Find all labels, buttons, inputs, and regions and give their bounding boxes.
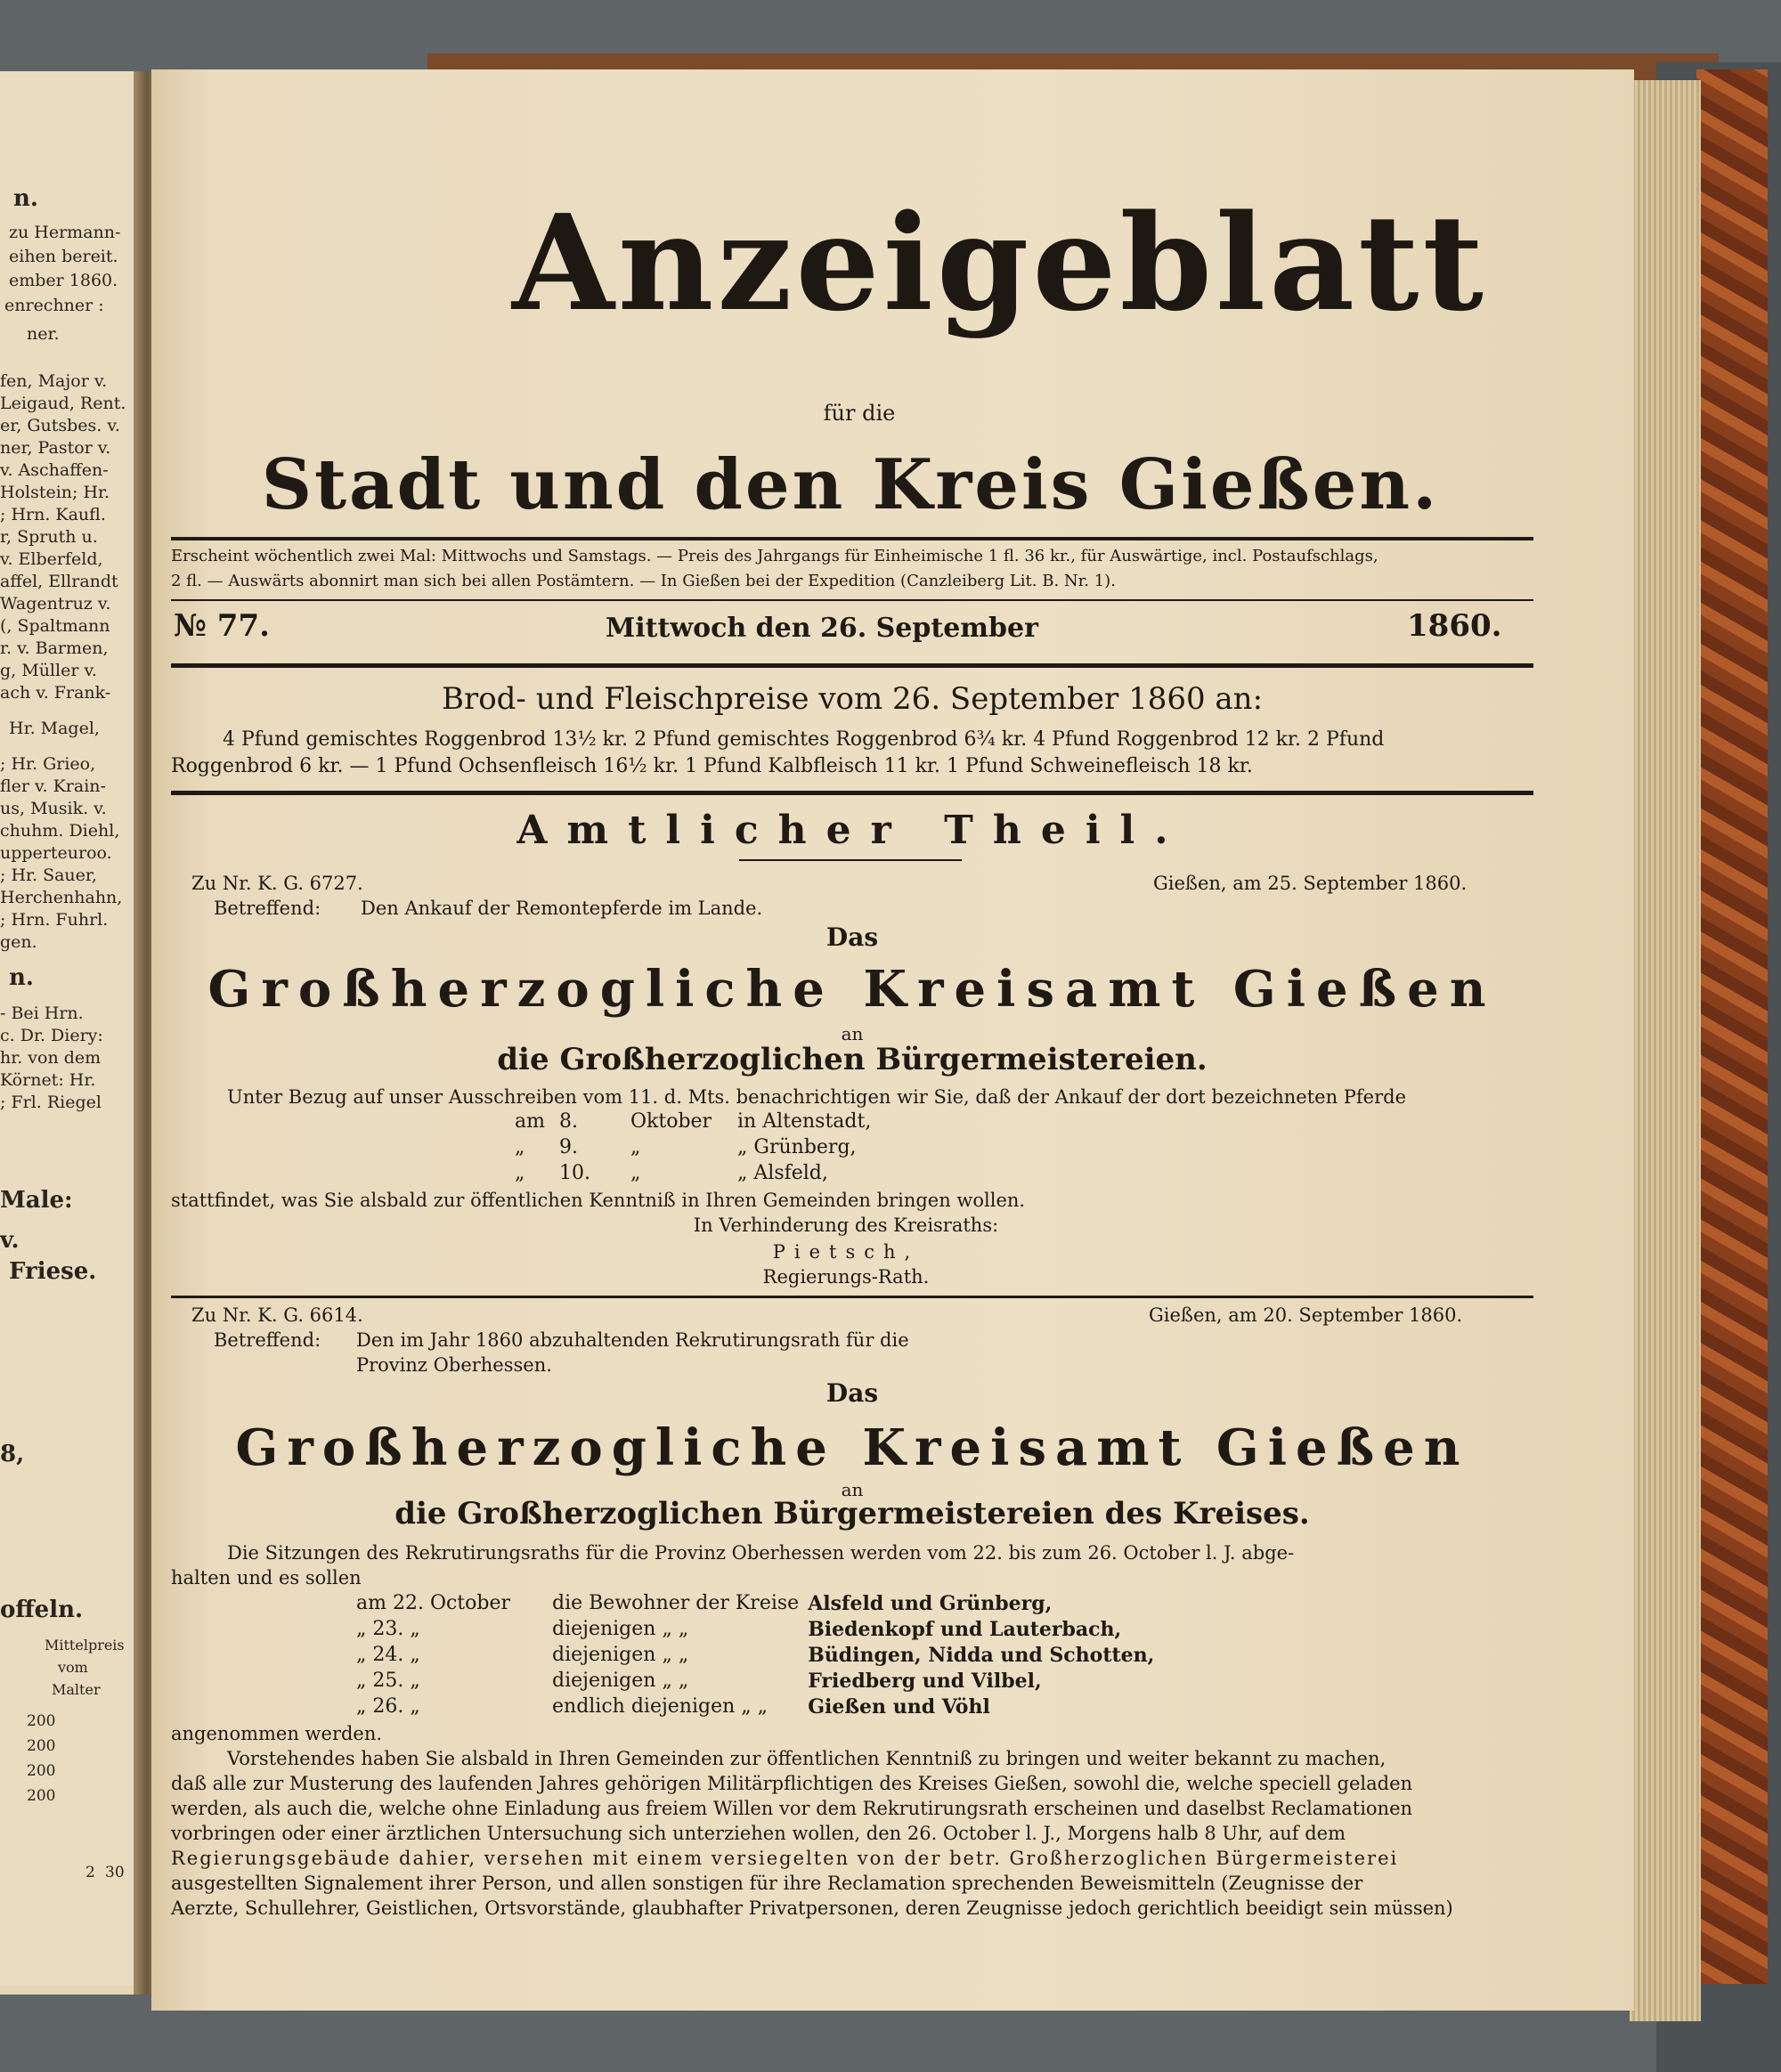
- schedule-row: [356, 1590, 1163, 1616]
- notice1-signature-intro: In Verhinderung des Kreisraths:: [693, 1215, 999, 1236]
- rule: [171, 599, 1533, 601]
- notice2-betreffend-2: Provinz Oberhessen.: [356, 1354, 552, 1376]
- schedule-day: „ 23. „: [356, 1618, 420, 1640]
- date-month: „: [630, 1162, 641, 1184]
- issue-date: Mittwoch den 26. September: [606, 613, 1038, 644]
- notice1-recipient: die Großherzoglichen Bürgermeistereien.: [497, 1042, 1208, 1077]
- left-fragment: 200: [27, 1737, 56, 1755]
- rule: [171, 537, 1533, 540]
- left-fragment: Körnet: Hr.: [0, 1070, 96, 1090]
- date-place: in Altenstadt,: [737, 1110, 872, 1133]
- notice2-intro-1: Die Sitzungen des Rekrutirungsraths für die Provinz Oberhessen werden vom 22. bis zum 26. October l. J. abge-: [227, 1542, 1295, 1564]
- left-fragment: v. Elberfeld,: [0, 549, 103, 569]
- date-row: [515, 1109, 880, 1134]
- rule: [171, 663, 1533, 668]
- notice1-signature: Pietsch,: [772, 1241, 920, 1263]
- date-month: „: [630, 1136, 641, 1158]
- left-fragment: Malter: [52, 1681, 101, 1698]
- schedule-day: am 22. October: [356, 1592, 511, 1614]
- left-fragment: upperteuroo.: [0, 843, 112, 863]
- notice2-das: Das: [825, 1378, 879, 1408]
- notice1-an: an: [841, 1023, 864, 1044]
- body-line: Vorstehendes haben Sie alsbald in Ihren Gemeinden zur öffentlichen Kenntniß zu bringen und weiter bekannt zu machen,: [227, 1748, 1387, 1769]
- left-fragment: zu Hermann-: [9, 223, 121, 242]
- left-fragment: g, Müller v.: [0, 661, 97, 680]
- notice2-ref: Zu Nr. K. G. 6614.: [191, 1304, 363, 1326]
- left-fragment: ach v. Frank-: [0, 683, 111, 703]
- schedule-places: Biedenkopf und Lauterbach,: [808, 1617, 1122, 1641]
- left-fragment: Hr. Magel,: [9, 719, 100, 738]
- left-fragment: offeln.: [0, 1597, 84, 1623]
- notice2-authority: Großherzogliche Kreisamt Gießen: [235, 1418, 1469, 1477]
- schedule-places: Alsfeld und Grünberg,: [808, 1591, 1053, 1615]
- left-fragment: n.: [13, 185, 38, 212]
- left-fragment: us, Musik. v.: [0, 799, 107, 818]
- rule: [171, 791, 1533, 795]
- schedule-who: diejenigen „ „: [552, 1618, 689, 1640]
- left-fragment: ; Frl. Riegel: [0, 1093, 102, 1112]
- left-fragment: enrechner :: [4, 296, 104, 315]
- masthead-subtitle: Stadt und den Kreis Gießen.: [261, 444, 1440, 525]
- left-fragment: hr. von dem: [0, 1048, 102, 1068]
- schedule-who: diejenigen „ „: [552, 1644, 689, 1666]
- schedule-places: Büdingen, Nidda und Schotten,: [808, 1643, 1155, 1667]
- issue-number: № 77.: [174, 608, 270, 644]
- body-line: Aerzte, Schullehrer, Geistlichen, Ortsvorstände, glaubhafter Privatpersonen, deren Zeugnisse jedoch gerichtlich beeidigt sein müssen): [171, 1897, 1453, 1919]
- left-fragment: ; Hr. Grieo,: [0, 754, 96, 774]
- left-fragment: ner, Pastor v.: [0, 438, 111, 458]
- left-fragment: ner.: [27, 324, 60, 344]
- schedule-day: „ 25. „: [356, 1670, 420, 1692]
- prices-heading: Brod- und Fleischpreise vom 26. September 1860 an:: [441, 681, 1264, 717]
- left-fragment: ; Hrn. Fuhrl.: [0, 910, 109, 930]
- left-fragment: Wagentruz v.: [0, 594, 111, 613]
- notice1-authority: Großherzogliche Kreisamt Gießen: [207, 960, 1497, 1019]
- schedule-day: „ 24. „: [356, 1644, 420, 1666]
- left-fragment: eihen bereit.: [9, 247, 118, 266]
- left-fragment: v.: [0, 1227, 20, 1254]
- left-fragment: - Bei Hrn.: [0, 1003, 84, 1023]
- notice2-an: an: [841, 1479, 864, 1500]
- notice2-recipient: die Großherzoglichen Bürgermeistereien des Kreises.: [394, 1496, 1310, 1532]
- left-fragment: ember 1860.: [9, 271, 118, 290]
- schedule-places: Friedberg und Vilbel,: [808, 1669, 1042, 1693]
- rule: [739, 859, 962, 861]
- schedule-who: endlich diejenigen „ „: [552, 1695, 769, 1718]
- left-fragment: r, Spruth u.: [0, 527, 98, 547]
- notice2-after-schedule: angenommen werden.: [171, 1723, 383, 1744]
- left-fragment: Holstein; Hr.: [0, 483, 110, 502]
- left-fragment: 8,: [0, 1441, 25, 1467]
- left-page: [0, 71, 134, 1986]
- date-day: 10.: [559, 1162, 590, 1184]
- date-prefix: „: [515, 1136, 525, 1158]
- notice2-intro-2: halten und es sollen: [171, 1567, 362, 1589]
- left-fragment: 200: [27, 1762, 56, 1780]
- notice2-place-date: Gießen, am 20. September 1860.: [1149, 1304, 1463, 1326]
- schedule-row: [356, 1616, 1163, 1642]
- notice2-body: [171, 1746, 1538, 1921]
- left-fragment: gen.: [0, 932, 37, 952]
- schedule-row: [356, 1694, 1163, 1719]
- schedule-who: diejenigen „ „: [552, 1670, 689, 1692]
- date-day: 8.: [559, 1110, 578, 1133]
- left-fragment: Herchenhahn,: [0, 888, 123, 907]
- body-line: ausgestellten Signalement ihrer Person, und allen sonstigen für ihre Reclamation sprechenden Beweismitteln (Zeugnisse der: [171, 1873, 1363, 1894]
- date-row: [515, 1160, 880, 1186]
- body-line: daß alle zur Musterung des laufenden Jahres gehörigen Militärpflichtigen des Kreises Gießen, sowohl die, welche speciell geladen: [171, 1773, 1413, 1794]
- date-row: [515, 1134, 880, 1160]
- schedule-row: [356, 1668, 1163, 1694]
- notice2-betreffend-1: Den im Jahr 1860 abzuhaltenden Rekrutirungsrath für die: [356, 1329, 909, 1351]
- schedule-day: „ 26. „: [356, 1695, 420, 1718]
- notice1-das: Das: [825, 922, 879, 952]
- left-fragment: 200: [27, 1787, 56, 1805]
- left-fragment: vom: [58, 1659, 88, 1676]
- left-fragment: fen, Major v.: [0, 371, 108, 391]
- date-month: Oktober: [630, 1110, 712, 1133]
- left-fragment: Leigaud, Rent.: [0, 394, 126, 413]
- left-fragment: ; Hrn. Kaufl.: [0, 505, 106, 524]
- page-stack-edge: [1630, 80, 1701, 2021]
- notice1-body-line-1: Unter Bezug auf unser Ausschreiben vom 11. d. Mts. benachrichtigen wir Sie, daß der Ankauf der dort bezeichneten Pferde: [227, 1086, 1407, 1108]
- prices-line-1: 4 Pfund gemischtes Roggenbrod 13½ kr. 2 Pfund gemischtes Roggenbrod 6¾ kr. 4 Pfund Roggenbrod 12 kr. 2 Pfund: [223, 728, 1385, 751]
- schedule-who: die Bewohner der Kreise: [552, 1592, 800, 1614]
- notice1-ref: Zu Nr. K. G. 6727.: [191, 873, 363, 894]
- left-fragment: (, Spaltmann: [0, 616, 110, 636]
- body-line: werden, als auch die, welche ohne Einladung aus freiem Willen vor dem Rekrutirungsrath erscheinen und daselbst Reclamationen: [171, 1798, 1413, 1819]
- marbled-edge: [1696, 69, 1768, 1984]
- left-fragment: Friese.: [9, 1258, 97, 1285]
- section-title: Amtlicher Theil.: [516, 808, 1188, 853]
- notice1-signature-title: Regierungs-Rath.: [762, 1266, 930, 1288]
- left-fragment: 30: [105, 1864, 125, 1881]
- masthead-title: Anzeigeblatt: [512, 185, 1487, 340]
- notice2-schedule: [356, 1590, 1163, 1719]
- masthead-fuer-die: für die: [823, 401, 896, 426]
- left-fragment: Mittelpreis: [45, 1637, 125, 1654]
- intro-line-2: 2 fl. — Auswärts abonnirt man sich bei allen Postämtern. — In Gießen bei der Expedition (Canzleiberg Lit. B. Nr. 1).: [171, 572, 1116, 590]
- left-fragment: n.: [9, 964, 34, 991]
- left-fragment: er, Gutsbes. v.: [0, 416, 120, 435]
- left-fragment: ; Hr. Sauer,: [0, 865, 97, 885]
- date-place: „ Alsfeld,: [737, 1162, 828, 1184]
- notice1-date-list: [515, 1109, 880, 1186]
- schedule-row: [356, 1642, 1163, 1668]
- notice1-betreffend: Den Ankauf der Remontepferde im Lande.: [361, 898, 763, 919]
- rule: [171, 1296, 1533, 1298]
- intro-line-1: Erscheint wöchentlich zwei Mal: Mittwochs und Samstags. — Preis des Jahrgangs für Einheimische 1 fl. 36 kr., für Auswärtige, incl. Postaufschlags,: [171, 547, 1378, 565]
- prices-line-2: Roggenbrod 6 kr. — 1 Pfund Ochsenfleisch 16½ kr. 1 Pfund Kalbfleisch 11 kr. 1 Pfund Schweinefleisch 18 kr.: [171, 755, 1253, 777]
- left-fragment: affel, Ellrandt: [0, 572, 118, 591]
- issue-year: 1860.: [1407, 608, 1502, 644]
- notice1-betreffend-label: Betreffend:: [214, 898, 321, 919]
- date-prefix: am: [515, 1110, 545, 1133]
- left-fragment: c. Dr. Diery:: [0, 1026, 103, 1045]
- left-fragment: v. Aschaffen-: [0, 460, 109, 480]
- date-day: 9.: [559, 1136, 578, 1158]
- body-line: vorbringen oder einer ärztlichen Untersuchung sich unterziehen wollen, den 26. October l. J., Morgens halb 8 Uhr, auf dem: [171, 1823, 1346, 1844]
- left-fragment: 2: [85, 1864, 95, 1881]
- left-fragment: 200: [27, 1712, 56, 1730]
- schedule-places: Gießen und Vöhl: [808, 1694, 990, 1719]
- body-line: Regierungsgebäude dahier, versehen mit einem versiegelten von der betr. Großherzoglichen Bürgermeisterei: [171, 1848, 1399, 1869]
- left-fragment: Male:: [0, 1187, 73, 1214]
- left-fragment: r. v. Barmen,: [0, 638, 109, 658]
- left-fragment: chuhm. Diehl,: [0, 821, 120, 841]
- notice2-betreffend-label: Betreffend:: [214, 1329, 321, 1351]
- date-prefix: „: [515, 1162, 525, 1184]
- left-fragment: fler v. Krain-: [0, 776, 106, 796]
- date-place: „ Grünberg,: [737, 1136, 857, 1158]
- notice1-body-line-2: stattfindet, was Sie alsbald zur öffentlichen Kenntniß in Ihren Gemeinden bringen wollen.: [171, 1190, 1026, 1211]
- notice1-place-date: Gießen, am 25. September 1860.: [1153, 873, 1468, 894]
